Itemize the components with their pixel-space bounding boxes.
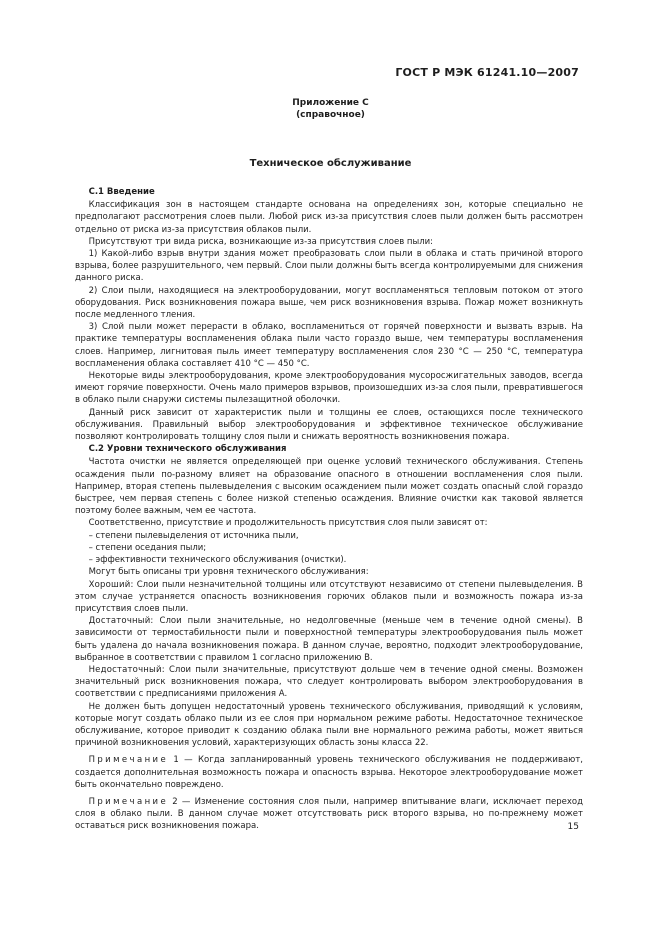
level-poor-label: Недостаточный: — [88, 664, 165, 675]
note-label: Примечание — [88, 755, 169, 766]
note-1-text: 1 — Когда запланированный уровень технического обслуживания не поддерживают, создается дополнительная возможность пожара и опасность взрыва. Некоторое электрооборудование может быть окончательно повреждено. — [75, 755, 583, 790]
paragraph: Могут быть описаны три уровня технического обслуживания: — [88, 567, 369, 578]
paragraph: Соответственно, присутствие и продолжительность присутствия слоя пыли зависят от: — [88, 518, 488, 529]
paragraph: Некоторые виды электрооборудования, кроме электрооборудования мусоросжигательных заводов, всегда имеют горячие поверхности. Очень мало примеров взрывов, произошедших из-за слоя пыли, превратившегося в облако пыли снаружи системы пылезащитной оболочки. — [75, 371, 583, 406]
list-item: – эффективности технического обслуживания (очистки). — [88, 555, 347, 566]
note-2-text: 2 — Изменение состояния слоя пыли, например впитывание влаги, исключает переход слоя в облако пыли. В данном случае может отсутствовать риск второго взрыва, но по-прежнему может оставаться риск возникновения пожара. — [75, 796, 583, 832]
level-fair-text: Слои пыли значительные, но недолговечные (меньше чем в течение одной смены). В зависимости от термостабильности пыли и поверхностной температуры электрооборудования пыль может быть удалена до начала возникновения пожара. В данном случае, вероятно, подходит электрооборудование, выбранное в соответствии с правилом 1 согласно приложению В. — [75, 616, 583, 663]
note-label: Примечание — [88, 796, 169, 807]
level-fair — [75, 615, 583, 664]
level-good — [75, 579, 583, 616]
annex-subtitle: (справочное) — [296, 110, 365, 120]
level-poor-text: Слои пыли значительные, присутствуют дольше чем в течение одной смены. Возможен значительный риск возникновения пожара, что следует контролировать выбором электрооборудования в соответствии с предписаниями приложения А. — [75, 664, 583, 700]
paragraph: Данный риск зависит от характеристик пыли и толщины ее слоев, остающихся после технического обслуживания. Правильный выбор электрооборудования и эффективное техническое обслуживание позволяют контролировать толщину слоя пыли и снижать вероятность возникновения пожара. — [75, 407, 583, 443]
list-item: – степени оседания пыли; — [88, 542, 207, 553]
level-good-label: Хороший: — [88, 579, 134, 590]
annex-heading — [0, 97, 661, 121]
section-heading-c1: С.1 Введение — [88, 187, 155, 197]
section-heading-c2: С.2 Уровни технического обслуживания — [88, 444, 287, 455]
paragraph: Присутствуют три вида риска, возникающие из-за присутствия слоев пыли: — [88, 236, 434, 247]
level-poor — [75, 664, 583, 701]
document-body — [75, 186, 583, 833]
risk-item-1: 1) Какой-либо взрыв внутри здания может преобразовать слои пыли в облака и стать причиной второго взрыва, более разрушительного, чем первый. Слои пыли должны быть всегда контролируемыми для снижения данного риска. — [75, 249, 583, 284]
list-item: – степени пылевыделения от источника пыли, — [88, 530, 299, 541]
page-number: 15 — [567, 822, 579, 832]
paragraph: Классификация зон в настоящем стандарте основана на определениях зон, которые специально не предполагают рассмотрения слоев пыли. Любой риск из-за присутствия слоев пыли должен быть рассмотрен отдельно от риска из-за присутствия облаков пыли. — [75, 200, 583, 235]
document-number: ГОСТ Р МЭК 61241.10—2007 — [395, 66, 579, 79]
risk-item-3: 3) Слой пыли может перерасти в облако, воспламениться от горячей поверхности и вызвать взрыв. На практике температуры воспламенения облака пыли часто гораздо выше, чем температуры воспламенения слоев. Например, лигнитовая пыль имеет температуру воспламенения слоя 230 °С — 250 °С, температура воспламенения облака составляет 410 °С — 450 °С. — [75, 322, 583, 369]
note-1 — [75, 754, 583, 791]
page-title: Техническое обслуживание — [249, 158, 412, 169]
risk-item-2: 2) Слои пыли, находящиеся на электрооборудовании, могут воспламеняться тепловым потоком от этого оборудования. Риск возникновения пожара выше, чем риск возникновения взрыва. Пожар может возникнуть после медленного тления. — [75, 285, 583, 321]
level-good-text: Слои пыли незначительной толщины или отсутствуют независимо от степени пылевыделения. В этом случае устраняется опасность возникновения горючих облаков пыли и возможность пожара из-за присутствия слоев пыли. — [75, 579, 583, 614]
note-2 — [75, 796, 583, 833]
level-fair-label: Достаточный: — [88, 616, 154, 627]
paragraph: Частота очистки не является определяющей при оценке условий технического обслуживания. Степень осаждения пыли по-разному влияет на образование опасного в отношении воспламенения слоя пыли. Например, вторая степень пылевыделения с высоким осаждением пыли может создать опасный слой гораздо быстрее, чем первая степень с более низкой степенью осаждения. Влияние очистки как таковой является поэтому более важным, чем ее частота. — [75, 457, 583, 517]
paragraph: Не должен быть допущен недостаточный уровень технического обслуживания, приводящий к условиям, которые могут создать облако пыли из ее слоя при нормальном режиме работы. Недостаточное техническое обслуживание, которое приводит к созданию облака пыли вне нормального режима работы, может явиться причиной возникновения условий, характеризующих область зоны класса 22. — [75, 701, 583, 749]
annex-title: Приложение С — [292, 98, 369, 108]
